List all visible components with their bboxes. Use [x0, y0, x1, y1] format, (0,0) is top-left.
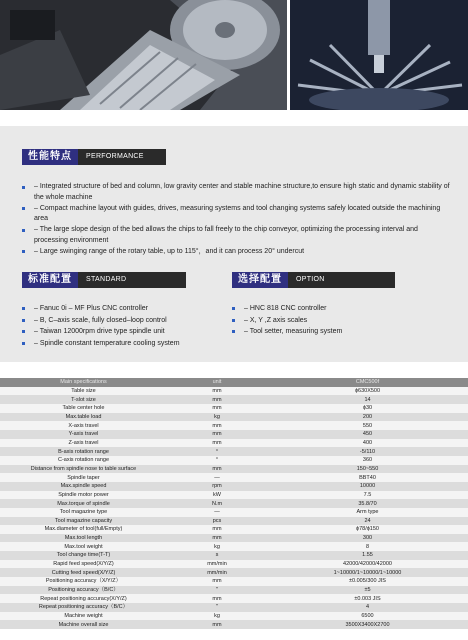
performance-heading-en: PERFORMANCE [78, 149, 166, 165]
spec-name: Repeat positioning accuracy(X/Y/Z) [0, 594, 167, 603]
spec-unit: mm [167, 577, 267, 586]
spec-unit: ° [167, 456, 267, 465]
performance-heading [22, 149, 166, 165]
table-row [0, 447, 468, 456]
spec-unit: s [167, 551, 267, 560]
spec-name: Max.torque of spindle [0, 499, 167, 508]
table-row [0, 430, 468, 439]
spec-name: Positioning accuracy（B/C） [0, 586, 167, 595]
table-row [0, 499, 468, 508]
spec-unit: ″ [167, 603, 267, 612]
spec-name: Rapid feed speed(X/Y/Z) [0, 560, 167, 569]
spec-unit: — [167, 508, 267, 517]
tool-magazine-illustration [290, 0, 468, 110]
table-row [0, 620, 468, 629]
option-heading [232, 272, 395, 288]
table-row [0, 603, 468, 612]
spec-value: 200 [267, 413, 468, 422]
square-bullet-icon [22, 319, 25, 322]
spec-value: ϕ30 [267, 404, 468, 413]
spec-value: Arm type [267, 508, 468, 517]
spec-name: Table size [0, 387, 167, 396]
spec-value: ±5 [267, 586, 468, 595]
spec-value: 450 [267, 430, 468, 439]
spec-unit: ° [167, 447, 267, 456]
spec-unit: mm [167, 430, 267, 439]
square-bullet-icon [22, 186, 25, 189]
square-bullet-icon [232, 330, 235, 333]
table-row [0, 395, 468, 404]
spec-name: Distance from spindle nose to table surface [0, 465, 167, 474]
spec-name: C-axis rotation range [0, 456, 167, 465]
spacer [0, 110, 468, 126]
standard-list [22, 303, 222, 349]
spec-name: Positioning accuracy（X/Y/Z） [0, 577, 167, 586]
spec-unit: kW [167, 491, 267, 500]
machine-table-photo [0, 0, 287, 110]
spec-name: Tool change time(T-T) [0, 551, 167, 560]
table-row [0, 551, 468, 560]
spec-value: 8 [267, 542, 468, 551]
table-row [0, 413, 468, 422]
square-bullet-icon [22, 342, 25, 345]
spec-table [0, 378, 468, 629]
square-bullet-icon [22, 250, 25, 253]
spec-name: B-axis rotation range [0, 447, 167, 456]
table-row [0, 387, 468, 396]
spec-value: 35.8/70 [267, 499, 468, 508]
table-row [0, 465, 468, 474]
spec-value: 42000/42000/42000 [267, 560, 468, 569]
spec-value: 4 [267, 603, 468, 612]
table-row [0, 586, 468, 595]
spec-value: ±0.005/300 JIS [267, 577, 468, 586]
spec-value: 24 [267, 517, 468, 526]
standard-heading-zh: 标准配置 [22, 272, 78, 288]
spec-value: -5/110 [267, 447, 468, 456]
spec-unit: mm/min [167, 560, 267, 569]
spec-name: Y-axis travel [0, 430, 167, 439]
table-row [0, 421, 468, 430]
table-row [0, 525, 468, 534]
spec-unit: mm [167, 594, 267, 603]
spec-unit: kg [167, 542, 267, 551]
spec-table-body [0, 387, 468, 629]
spec-unit: N.m [167, 499, 267, 508]
square-bullet-icon [22, 307, 25, 310]
spec-name: Tool magazine type [0, 508, 167, 517]
spec-value: 150~550 [267, 465, 468, 474]
table-row [0, 560, 468, 569]
spec-name: Max.diameter of tool(full/Empty) [0, 525, 167, 534]
spec-value: 300 [267, 534, 468, 543]
spec-unit: mm [167, 387, 267, 396]
standard-heading-en: STANDARD [78, 272, 186, 288]
spec-value: 1~10000/1~10000/1~10000 [267, 568, 468, 577]
spec-name: Repeat positioning accuracy（B/C） [0, 603, 167, 612]
spec-unit: mm/min [167, 568, 267, 577]
spec-name: Max.spindle speed [0, 482, 167, 491]
list-item: – The large slope design of the bed allows the chips to fall freely to the chip conveyor, optimizing the processing interval and processing environment [22, 225, 452, 246]
table-row [0, 612, 468, 621]
spec-header-unit: unit [167, 378, 267, 387]
list-item: – X, Y ,Z axis scales [232, 315, 452, 327]
square-bullet-icon [232, 307, 235, 310]
spec-unit: mm [167, 534, 267, 543]
standard-heading [22, 272, 186, 288]
spec-value: 7.5 [267, 491, 468, 500]
spec-value: ±0.003 JIS [267, 594, 468, 603]
table-row [0, 568, 468, 577]
rotary-table-illustration [0, 0, 287, 110]
spec-value: ϕ630X500 [267, 387, 468, 396]
square-bullet-icon [232, 319, 235, 322]
spec-unit: mm [167, 620, 267, 629]
option-heading-en: OPTION [288, 272, 395, 288]
spec-unit: mm [167, 395, 267, 404]
spec-header-value: CMC500f [267, 378, 468, 387]
spec-unit: mm [167, 421, 267, 430]
spec-value: BBT40 [267, 473, 468, 482]
spec-value: 6500 [267, 612, 468, 621]
feature-panel [0, 126, 468, 362]
spec-value: 360 [267, 456, 468, 465]
table-row [0, 577, 468, 586]
square-bullet-icon [22, 330, 25, 333]
spec-unit: — [167, 473, 267, 482]
square-bullet-icon [22, 207, 25, 210]
spec-value: 10000 [267, 482, 468, 491]
spec-unit: kg [167, 413, 267, 422]
table-row [0, 517, 468, 526]
spec-header-row [0, 378, 468, 387]
table-row [0, 456, 468, 465]
spec-unit: kg [167, 612, 267, 621]
list-item: – Compact machine layout with guides, drives, measuring systems and tool changing systems safely located outside the machining area [22, 204, 452, 225]
option-heading-zh: 选择配置 [232, 272, 288, 288]
list-item: – Spindle constant temperature cooling system [22, 338, 222, 350]
spec-value: 1.55 [267, 551, 468, 560]
list-item: – B, C–axis scale, fully closed–loop control [22, 315, 222, 327]
table-row [0, 534, 468, 543]
table-row [0, 439, 468, 448]
spec-value: 3500X3400X2700 [267, 620, 468, 629]
performance-list [22, 182, 452, 258]
table-row [0, 508, 468, 517]
spec-unit: mm [167, 404, 267, 413]
hero-photos [0, 0, 468, 110]
table-row [0, 473, 468, 482]
spec-name: T-slot size [0, 395, 167, 404]
table-row [0, 491, 468, 500]
spec-name: Spindle taper [0, 473, 167, 482]
spec-name: Max.tool length [0, 534, 167, 543]
spec-name: Max.tool weight [0, 542, 167, 551]
spec-unit: pcs [167, 517, 267, 526]
list-item: – Tool setter, measuring system [232, 326, 452, 338]
table-row [0, 482, 468, 491]
list-item: – HNC 818 CNC controller [232, 303, 452, 315]
spec-value: 550 [267, 421, 468, 430]
list-item: – Integrated structure of bed and column, low gravity center and stable machine structure,to ensure high static and dynamic stability of the whole machine [22, 182, 452, 203]
spec-value: 14 [267, 395, 468, 404]
spec-unit: mm [167, 525, 267, 534]
table-row [0, 542, 468, 551]
list-item: – Large swinging range of the rotary table, up to 115°，and it can process 20° undercut [22, 247, 452, 258]
spec-unit: mm [167, 465, 267, 474]
spec-value: 400 [267, 439, 468, 448]
spec-value: ϕ78/ϕ150 [267, 525, 468, 534]
spec-name: X-axis travel [0, 421, 167, 430]
spec-name: Machine overall size [0, 620, 167, 629]
spec-name: Z-axis travel [0, 439, 167, 448]
spec-name: Machine weight [0, 612, 167, 621]
spec-unit: ″ [167, 586, 267, 595]
spec-name: Tool magazine capacity [0, 517, 167, 526]
table-row [0, 594, 468, 603]
list-item: – Taiwan 12000rpm drive type spindle unit [22, 326, 222, 338]
spec-name: Max.table load [0, 413, 167, 422]
spec-unit: mm [167, 439, 267, 448]
list-item: – Fanuc 0i – MF Plus CNC controller [22, 303, 222, 315]
spec-name: Spindle motor power [0, 491, 167, 500]
performance-heading-zh: 性能特点 [22, 149, 78, 165]
table-row [0, 404, 468, 413]
square-bullet-icon [22, 229, 25, 232]
option-list [232, 303, 452, 338]
spindle-tool-photo [290, 0, 468, 110]
spec-name: Table center hole [0, 404, 167, 413]
spec-header-name: Main specifications [0, 378, 167, 387]
spec-unit: rpm [167, 482, 267, 491]
spec-name: Cutting feed speed(X/Y/Z) [0, 568, 167, 577]
